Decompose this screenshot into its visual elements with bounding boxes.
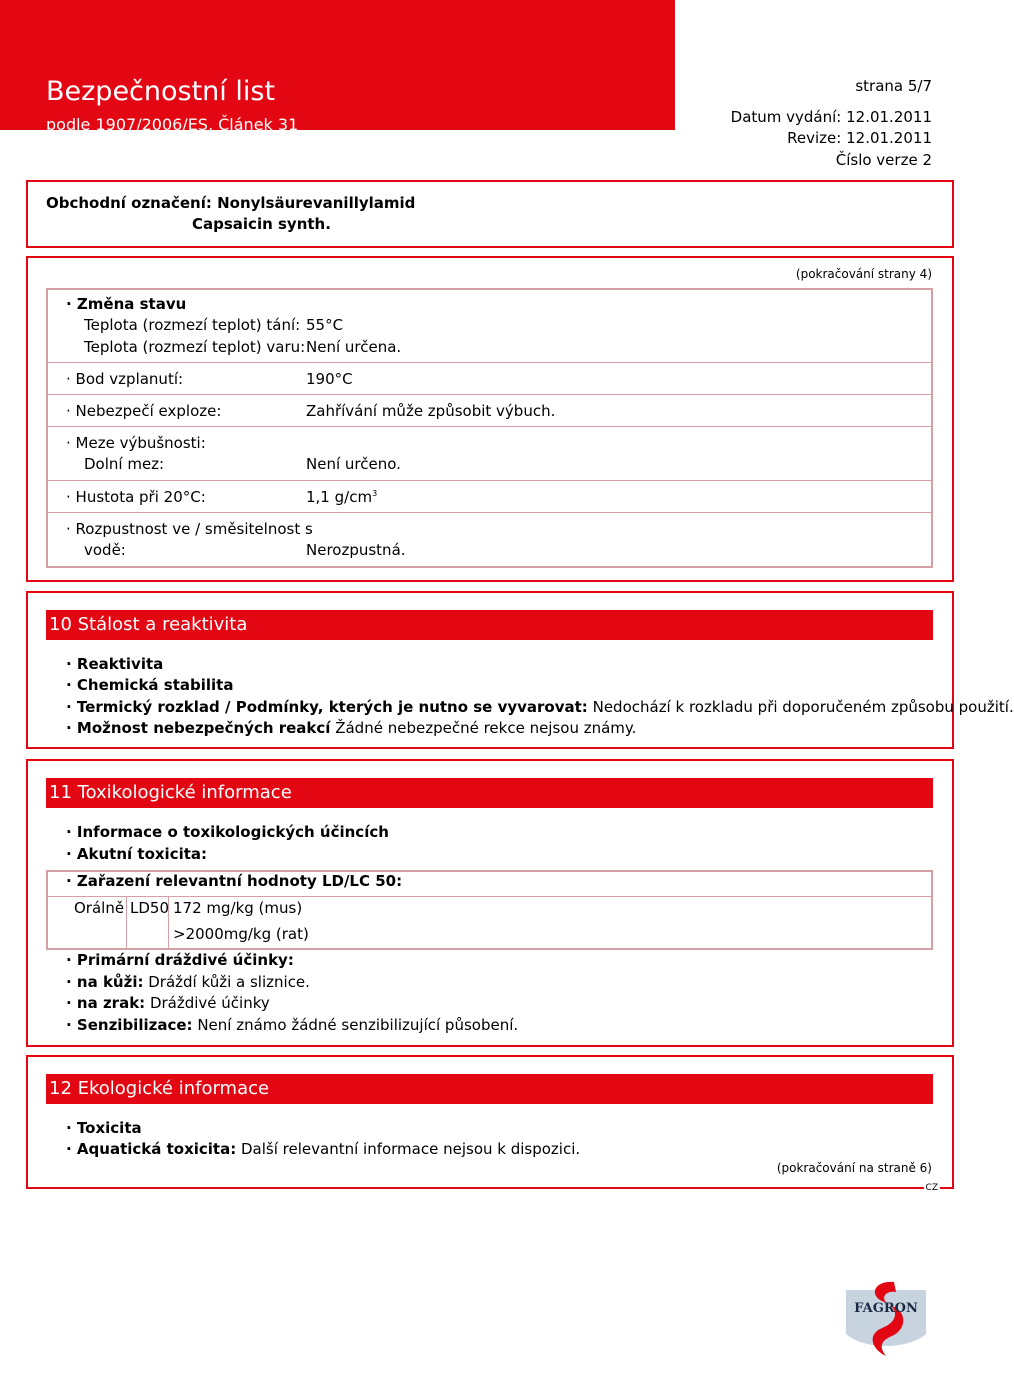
reactivity-label: · Reaktivita xyxy=(66,655,164,673)
revision-date: Revize: 12.01.2011 xyxy=(787,129,932,147)
eye-row xyxy=(66,994,270,1012)
page-number: strana 5/7 xyxy=(855,77,932,95)
explosion-limits-label: · Meze výbušnosti: xyxy=(66,434,206,452)
state-change-label: · Změna stavu xyxy=(66,295,187,313)
fagron-logo xyxy=(838,1278,934,1364)
density-label: · Hustota při 20°C: xyxy=(66,488,206,506)
flash-point-value: 190°C xyxy=(306,370,353,388)
flash-point-label: · Bod vzplanutí: xyxy=(66,370,184,388)
eye-value: Dráždivé účinky xyxy=(149,994,270,1012)
decomposition-row xyxy=(66,698,1014,716)
density-value xyxy=(306,488,377,506)
hazardous-reactions-label: · Možnost nebezpečných reakcí xyxy=(66,719,331,737)
row-divider xyxy=(46,512,933,513)
fagron-logo-icon xyxy=(838,1278,934,1364)
ld-value-rat: >2000mg/kg (rat) xyxy=(173,925,309,943)
solubility-label: · Rozpustnost ve / směsitelnost s xyxy=(66,520,313,538)
solubility-value: Nerozpustná. xyxy=(306,541,406,559)
ld-table-col-divider xyxy=(126,896,127,950)
aquatic-toxicity-label: · Aquatická toxicita: xyxy=(66,1140,237,1158)
product-name: Capsaicin synth. xyxy=(192,215,331,233)
ld-type: LD50 xyxy=(130,899,169,917)
decomposition-label: · Termický rozklad / Podmínky, kterých je nutno se vyvarovat: xyxy=(66,698,588,716)
eye-label: · na zrak: xyxy=(66,994,146,1012)
decomposition-value: Nedochází k rozkladu při doporučeném způsobu použití. xyxy=(592,698,1014,716)
density-number: 1,1 g/cm xyxy=(306,488,373,506)
boiling-value: Není určena. xyxy=(306,338,402,356)
skin-row xyxy=(66,973,310,991)
explosion-value: Zahřívání může způsobit výbuch. xyxy=(306,402,556,420)
explosion-label: · Nebezpečí exploze: xyxy=(66,402,222,420)
lower-limit-value: Není určeno. xyxy=(306,455,401,473)
solubility-label-2: vodě: xyxy=(84,541,126,559)
sensitization-value: Není známo žádné senzibilizující působení. xyxy=(197,1016,519,1034)
row-divider xyxy=(46,480,933,481)
continued-from: (pokračování strany 4) xyxy=(795,267,932,281)
issue-date: Datum vydání: 12.01.2011 xyxy=(730,108,932,126)
melting-label: Teplota (rozmezí teplot) tání: xyxy=(84,316,301,334)
row-divider xyxy=(46,362,933,363)
skin-value: Dráždí kůži a sliznice. xyxy=(148,973,310,991)
document-title: Bezpečnostní list xyxy=(46,76,276,107)
toxicology-info-label: · Informace o toxikologických účincích xyxy=(66,823,389,841)
ld-value-mus: 172 mg/kg (mus) xyxy=(173,899,303,917)
melting-value: 55°C xyxy=(306,316,344,334)
language-code: CZ xyxy=(925,1183,938,1193)
acute-toxicity-label: · Akutní toxicita: xyxy=(66,845,208,863)
aquatic-toxicity-value: Další relevantní informace nejsou k dispozici. xyxy=(241,1140,581,1158)
lower-limit-label: Dolní mez: xyxy=(84,455,165,473)
header-band xyxy=(0,0,675,130)
aquatic-toxicity-row xyxy=(66,1140,580,1158)
logo-text: FAGRON xyxy=(854,1301,918,1316)
version-number: Číslo verze 2 xyxy=(835,151,932,169)
product-label: Obchodní označení: Nonylsäurevanillylamid xyxy=(46,194,416,212)
primary-irritation-label: · Primární dráždivé účinky: xyxy=(66,951,294,969)
hazardous-reactions-value: Žádné nebezpečné rekce nejsou známy. xyxy=(335,719,637,737)
density-superscript: 3 xyxy=(372,489,378,498)
ld-table-divider xyxy=(46,896,933,897)
hazardous-reactions-row xyxy=(66,719,636,737)
sensitization-label: · Senzibilizace: xyxy=(66,1016,193,1034)
sensitization-row xyxy=(66,1016,518,1034)
section-11-title: 11 Toxikologické informace xyxy=(46,778,933,808)
row-divider xyxy=(46,394,933,395)
ld-route: Orálně xyxy=(74,899,125,917)
ld-table-header: · Zařazení relevantní hodnoty LD/LC 50: xyxy=(66,872,403,890)
continued-to: (pokračování na straně 6) xyxy=(776,1161,932,1175)
section-10-title: 10 Stálost a reaktivita xyxy=(46,610,933,640)
document-subtitle: podle 1907/2006/ES, Článek 31 xyxy=(46,115,299,134)
boiling-label: Teplota (rozmezí teplot) varu: xyxy=(84,338,306,356)
skin-label: · na kůži: xyxy=(66,973,144,991)
row-divider xyxy=(46,426,933,427)
section-12-title: 12 Ekologické informace xyxy=(46,1074,933,1104)
product-box xyxy=(26,180,954,248)
stability-label: · Chemická stabilita xyxy=(66,676,234,694)
toxicity-label: · Toxicita xyxy=(66,1119,142,1137)
